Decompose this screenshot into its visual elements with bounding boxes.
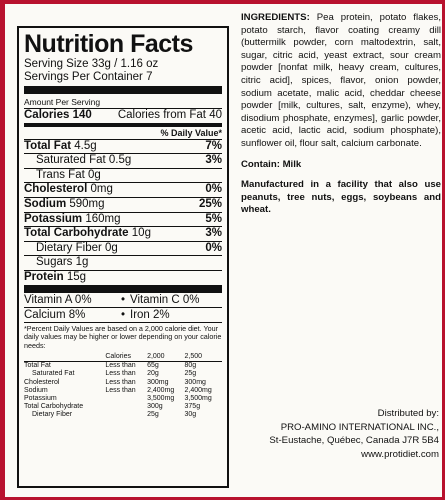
nutrient-row-cholesterol <box>24 182 222 197</box>
nutrient-dv: 25% <box>198 197 222 210</box>
nutrient-amount: 1g <box>75 256 89 269</box>
table-cell: 300mg <box>184 378 206 386</box>
table-cell: Sodium <box>24 386 48 394</box>
nutrient-amount: 0.5g <box>108 154 132 167</box>
nutrient-label: Potassium <box>24 212 83 225</box>
vitamin-a: Vitamin A 0% <box>24 293 92 306</box>
ingredients-text: Pea protein, potato flakes, potato starch, flavor coating creamy dill (buttermilk powder, corn maltodextrin, salt, sugar, citric acid, yeast extract, sour cream powder [nonfat milk, heavy cream, cultures, citric acid], spices, flavor, onion powder, sodium acetate, malic acid, cheddar cheese powder [milk, cultures, salt, enzyme), whey, disodium phosphate, enzymes], garlic powder, acetic acid, lactic acid, sodium phosphate), sunflower oil, flour salt, calcium carbonate. <box>241 12 442 149</box>
table-cell: Less than <box>105 362 136 370</box>
table-cell: 25g <box>184 370 197 378</box>
table-row <box>24 411 222 419</box>
table-cell: 300mg <box>147 378 169 386</box>
table-row <box>24 362 222 371</box>
nutrient-amount: 0g <box>105 241 118 254</box>
nutrient-row-potassium <box>24 212 222 227</box>
nutrient-amount: 15g <box>66 270 87 283</box>
iron: Iron 2% <box>130 308 170 321</box>
table-cell: 3,500mg <box>147 394 175 402</box>
calories-row <box>24 108 222 123</box>
nutrient-label: Dietary Fiber <box>36 241 102 254</box>
nutrient-label: Saturated Fat <box>36 154 106 167</box>
nutrient-amount: 160mg <box>85 212 121 225</box>
distributor-label: Distributed by: <box>377 408 439 419</box>
nutrient-row-total-carbohydrate <box>24 226 222 241</box>
divider-thick-2 <box>24 285 222 293</box>
table-cell <box>105 395 147 403</box>
distributor-website: www.protidiet.com <box>361 448 439 460</box>
table-cell: Less than <box>105 378 136 386</box>
table-row <box>24 403 222 411</box>
nutrition-facts-panel <box>17 26 229 488</box>
divider-thick <box>24 86 222 94</box>
table-cell: Cholesterol <box>24 378 60 386</box>
calcium: Calcium 8% <box>24 308 86 321</box>
table-header-row <box>24 353 222 362</box>
calories: Calories 140 <box>24 109 92 121</box>
nutrient-amount: 590mg <box>69 197 105 210</box>
nutrient-label: Protein <box>24 270 64 283</box>
distributor-block <box>241 407 439 461</box>
nutrient-amount: 0g <box>87 168 101 181</box>
table-cell: 30g <box>184 411 197 419</box>
table-cell: Calories <box>105 353 147 362</box>
table-cell: 2,400mg <box>147 386 175 394</box>
ingredients-block <box>241 12 441 151</box>
daily-values-table <box>24 353 222 420</box>
table-cell: 80g <box>184 362 197 370</box>
table-cell: Total Fat <box>24 362 51 370</box>
vitamin-c: Vitamin C 0% <box>130 293 200 306</box>
nutrient-label: Total Fat <box>24 139 72 152</box>
table-cell <box>24 353 105 362</box>
table-cell: 2,000 <box>147 353 184 362</box>
nutrient-row-sodium <box>24 197 222 212</box>
table-cell: 65g <box>147 362 159 370</box>
nutrient-row-sugars <box>24 255 222 270</box>
nutrient-label: Sodium <box>24 197 67 210</box>
nutrient-dv: 0% <box>205 241 222 254</box>
nutrient-label: Trans Fat <box>36 168 85 181</box>
table-row <box>24 395 222 403</box>
table-row <box>24 379 222 387</box>
nutrient-label: Sugars <box>36 256 73 269</box>
nutrient-row-saturated-fat <box>24 153 222 168</box>
nutrient-dv: 5% <box>205 212 222 225</box>
nutrient-dv: 7% <box>205 139 222 152</box>
table-cell: 300g <box>147 403 163 411</box>
table-cell: 2,400mg <box>184 386 212 394</box>
nutrient-label: Total Carbohydrate <box>24 227 129 240</box>
nutrient-amount: 0mg <box>90 183 113 196</box>
table-cell: 20g <box>147 370 159 378</box>
nutrient-dv: 0% <box>205 183 222 196</box>
table-cell: Saturated Fat <box>32 370 75 378</box>
daily-value-header: % Daily Value* <box>160 127 222 138</box>
ingredients-section <box>241 12 441 217</box>
nutrient-label: Cholesterol <box>24 183 88 196</box>
nutrient-amount: 4.5g <box>74 139 97 152</box>
table-row <box>24 370 222 378</box>
table-cell: Potassium <box>24 394 57 402</box>
amount-per-serving: Amount Per Serving <box>24 97 101 107</box>
nutrient-row-protein <box>24 270 222 285</box>
daily-value-footnote: *Percent Daily Values are based on a 2,000 calorie diet. Your daily values may be higher or lower depending on your calorie needs: <box>24 323 222 351</box>
table-cell: 2,500 <box>185 353 222 362</box>
nutrition-title: Nutrition Facts <box>24 30 193 58</box>
nutrient-amount: 10g <box>131 227 151 240</box>
table-cell <box>105 403 147 411</box>
servings-per-container: Servings Per Container 7 <box>24 71 153 83</box>
vitamins-row-2 <box>24 307 222 322</box>
nutrient-dv: 3% <box>205 154 222 167</box>
nutrient-dv: 3% <box>205 227 222 240</box>
table-cell: Dietary Fiber <box>32 411 73 419</box>
serving-size: Serving Size 33g / 1.16 oz <box>24 58 159 70</box>
table-row <box>24 387 222 395</box>
allergen-contains: Contain: Milk <box>241 158 302 170</box>
calories-from-fat: Calories from Fat 40 <box>117 109 222 121</box>
distributor-name: PRO-AMINO INTERNATIONAL INC., <box>280 421 439 433</box>
distributor-address: St-Eustache, Québec, Canada J7R 5B4 <box>269 435 439 447</box>
table-cell: 3,500mg <box>184 394 212 402</box>
table-cell: Total Carbohydrate <box>24 403 84 411</box>
label-panel <box>5 4 442 497</box>
table-cell: 375g <box>184 403 201 411</box>
ingredients-heading: INGREDIENTS: <box>241 12 310 23</box>
bullet-separator: • <box>120 293 126 306</box>
nutrient-row-trans-fat <box>24 168 222 183</box>
nutrient-row-dietary-fiber <box>24 241 222 256</box>
table-cell: Less than <box>105 386 136 394</box>
table-cell: 25g <box>147 411 159 419</box>
vitamins-row-1 <box>24 293 222 307</box>
divider-thin <box>24 322 222 323</box>
table-cell: Less than <box>105 370 136 378</box>
table-cell <box>105 411 147 419</box>
nutrient-row-total-fat <box>24 139 222 154</box>
facility-statement: Manufactured in a facility that also use peanuts, tree nuts, eggs, soybeans and wheat. <box>241 179 441 216</box>
bullet-separator: • <box>120 308 126 321</box>
